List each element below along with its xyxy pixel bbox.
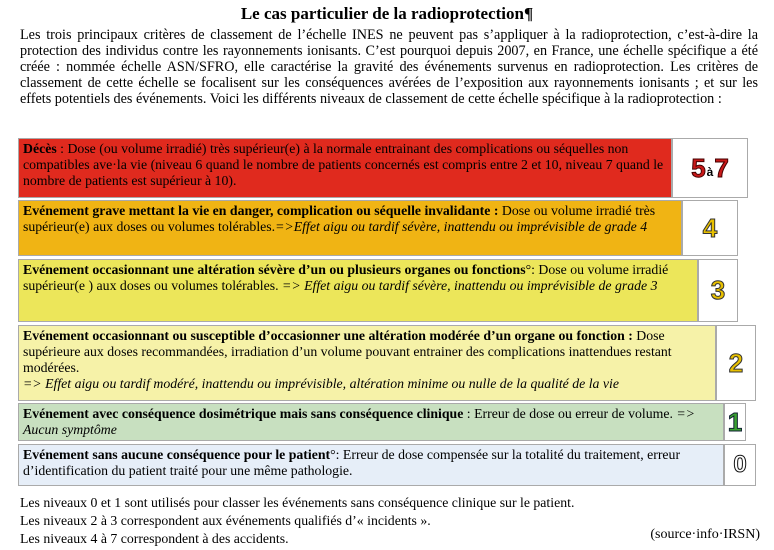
level-badge — [672, 138, 748, 198]
level-number: 0 — [733, 451, 747, 478]
level-badge — [724, 444, 756, 486]
level-effect: =>Effet aigu ou tardif sévère, inattendu ou imprévisible de grade 4 — [275, 219, 648, 234]
level-badge — [682, 200, 738, 256]
level-number: 7 — [714, 152, 729, 183]
level-number: 4 — [702, 212, 718, 243]
level-effect: => Effet aigu ou tardif sévère, inattendu ou imprévisible de grade 3 — [282, 278, 658, 293]
footer-line: Les niveaux 2 à 3 correspondent aux événements qualifiés d’« incidents ». — [20, 513, 431, 528]
level-heading: Evénement sans aucune conséquence pour le patient — [23, 447, 331, 462]
footer-line: Les niveaux 4 à 7 correspondent à des accidents. — [20, 531, 289, 546]
level-heading: Evénement occasionnant une altération sévère d’un ou plusieurs organes ou fonctions — [23, 262, 526, 277]
level-description — [18, 138, 672, 198]
intro-paragraph: Les trois principaux critères de classement de l’échelle INES ne peuvent pas s’appliquer à la radioprotection, c’est-à-dire la protection des individus contre les rayonnements ionisants. C’est pourquoi depuis 2007, en France, une échelle spécifique a été créée : nommée échelle ASN/SFRO, elle caractérise la gravité des événements survenus en radioprotection. Les critères de classement de cette échelle se focalisent sur les conséquences avérées de l’exposition aux rayonnements ionisants ; et sur les effets potentiels des événements. Voici les différents niveaux de classement de cette échelle spécifique à la radioprotection : — [20, 27, 758, 108]
source-credit: (source·info·IRSN) — [650, 527, 760, 542]
level-effect: => Aucun symptôme — [23, 406, 695, 437]
level-description — [18, 259, 698, 322]
level-heading: Evénement occasionnant ou susceptible d’occasionner une altération modérée d’un organe ou fonction : — [23, 328, 633, 343]
level-number: 5 — [691, 152, 706, 183]
level-number: 1 — [727, 406, 743, 437]
level-description — [18, 325, 716, 401]
level-text: Dose supérieure aux doses recommandées, irradiation d’un volume pouvant entrainer des complications inattendues restant modérées. — [23, 328, 672, 375]
level-badge — [716, 325, 756, 401]
level-description — [18, 200, 682, 256]
level-heading: Décès — [23, 141, 57, 156]
level-number: 2 — [728, 347, 744, 378]
footer-notes — [20, 494, 574, 548]
level-number: 3 — [710, 275, 726, 305]
level-text: : Erreur de dose ou erreur de volume. — [463, 406, 673, 421]
level-text: °: Dose ou volume irradié supérieur(e ) aux doses ou volumes tolérables. — [23, 262, 669, 293]
level-badge — [724, 403, 746, 441]
level-description — [18, 444, 724, 486]
level-effect: => Effet aigu ou tardif modéré, inattendu ou imprévisible, altération minime ou nulle de la qualité de la vie — [23, 376, 619, 391]
level-text: Dose ou volume irradié très supérieur(e) aux doses ou volumes tolérables. — [23, 203, 656, 234]
level-text: : Dose (ou volume irradié) très supérieur(e) à la normale entrainant des complications ou séquelles non compatibles ave·la vie (niveau 6 quand le nombre de patients concernés est compris entre 2 et 10, niveau 7 quand le nombre de patients est supérieur à 10). — [23, 141, 664, 188]
level-text: °: Erreur de dose compensée sur la totalité du traitement, erreur d’identification du patient traité pour une même pathologie. — [23, 447, 681, 478]
page-title: Le cas particulier de la radioprotection¶ — [240, 4, 534, 23]
level-separator: à — [706, 165, 714, 179]
level-heading: Evénement grave mettant la vie en danger, complication ou séquelle invalidante : — [23, 203, 499, 218]
level-heading: Evénement avec conséquence dosimétrique mais sans conséquence clinique — [23, 406, 464, 421]
level-description — [18, 403, 724, 441]
level-badge — [698, 259, 738, 322]
footer-line: Les niveaux 0 et 1 sont utilisés pour classer les événements sans conséquence clinique sur le patient. — [20, 495, 575, 510]
